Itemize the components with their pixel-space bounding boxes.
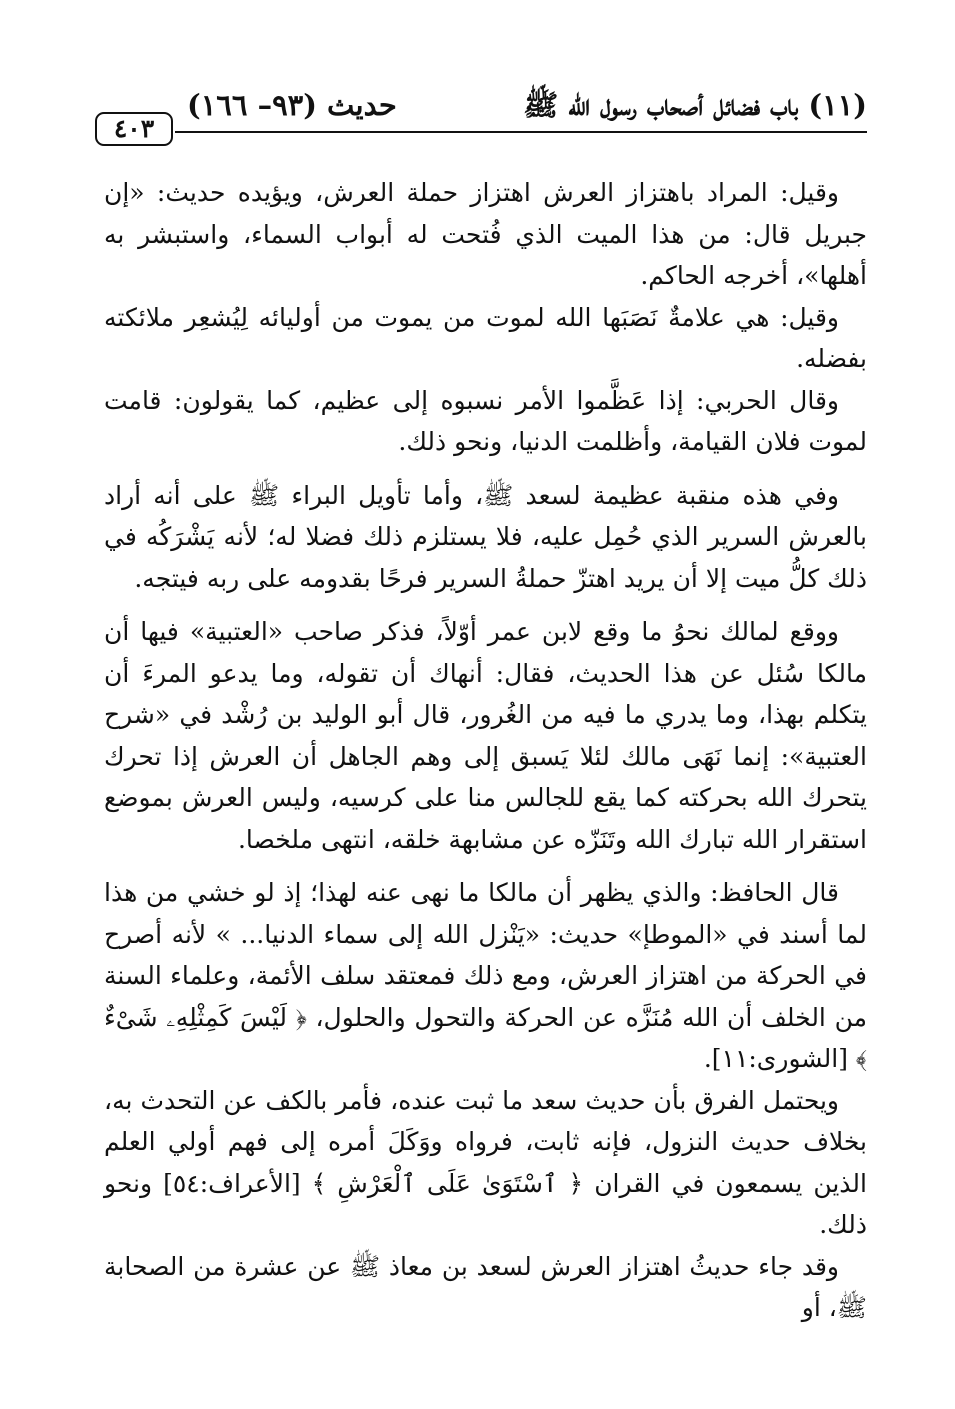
header-rule xyxy=(175,131,867,133)
paragraph-7: ويحتمل الفرق بأن حديث سعد ما ثبت عنده، فأمر بالكف عن التحدث به، بخلاف حديث النزول، فإنه ثابت، فرواه ووَكَلَ أمره إلى فهم أولي العلم الذين يسمعون في القران ﴿ ٱسْتَوَىٰ عَلَى ٱلْعَرْشِ ﴾ [الأعراف:٥٤] ونحو ذلك. xyxy=(104,1085,867,1239)
paragraph-2: وقيل: هي علامةٌ نَصَبَها الله لموت من يموت من أوليائه لِيُشعِر ملائكته بفضله. xyxy=(104,302,867,373)
page-number: ٤٠٣ xyxy=(113,114,155,143)
paragraph-6: قال الحافظ: والذي يظهر أن مالكا ما نهى عنه لهذا؛ إذ لو خشي من هذا لما أسند في «الموطإ» حديث: «يَنْزل الله إلى سماء الدنيا... » لأنه أصرح في الحركة من اهتزاز العرش، ومع ذلك فمعتقد سلف الأئمة، وعلماء السنة من الخلف أن الله مُنَزَّه عن الحركة والتحول والحلول، ﴿ لَيْسَ كَمِثْلِهِۦ شَىْءٌ ﴾ [الشورى:١١]. xyxy=(104,878,867,1073)
paragraph-1: وقيل: المراد باهتزاز العرش اهتزاز حملة العرش، ويؤيده حديث: «إن جبريل قال: من هذا الميت الذي فُتحت له أبواب السماء، واستبشر به أهلها»، أخرجه الحاكم. xyxy=(104,178,867,290)
paragraph-8: وقد جاء حديثُ اهتزاز العرش لسعد بن معاذ ﷺ عن عشرة من الصحابة ﷺ، أو xyxy=(104,1251,867,1322)
page-number-box xyxy=(95,112,173,146)
paragraph-5: ووقع لمالك نحوُ ما وقع لابن عمر أوّلاً، فذكر صاحب «العتبية» فيها أن مالكا سُئل عن هذا الحديث، فقال: أنهاك أن تقوله، وما يدعو المرءَ أن يتكلم بهذا، وما يدري ما فيه من الغُرور، قال أبو الوليد بن رُشْد في «شرح العتبية»: إنما نَهَى مالك لئلا يَسبق إلى وهم الجاهل أن العرش إذا تحرك يتحرك الله بحركته كما يقع للجالس منا على كرسيه، وليس العرش بموضع استقرار الله تبارك الله وتَنَزّه عن مشابهة خلقه، انتهى ملخصا. xyxy=(104,617,867,854)
hadith-range: حديث (٩٣– ١٦٦) xyxy=(187,88,397,122)
running-header xyxy=(95,88,867,158)
body-text xyxy=(104,172,867,1329)
paragraph-4: وفي هذه منقبة عظيمة لسعد ﷺ، وأما تأويل البراء ﷺ على أنه أراد بالعرش السرير الذي حُمِل عليه، فلا يستلزم ذلك فضلا له؛ لأنه يَشْرَكُه في ذلك كلُّ ميت إلا أن يريد اهتزّ حملةُ السرير فرحًا بقدومه على ربه فيتجه. xyxy=(104,480,867,593)
paragraph-3: وقال الحربي: إذا عَظَّموا الأمر نسبوه إلى عظيم، كما يقولون: قامت لموت فلان القيامة، وأظلمت الدنيا، ونحو ذلك. xyxy=(104,385,867,456)
chapter-title: (١١) باب فضائل أصحاب رسول الله ﷺ xyxy=(523,88,867,122)
